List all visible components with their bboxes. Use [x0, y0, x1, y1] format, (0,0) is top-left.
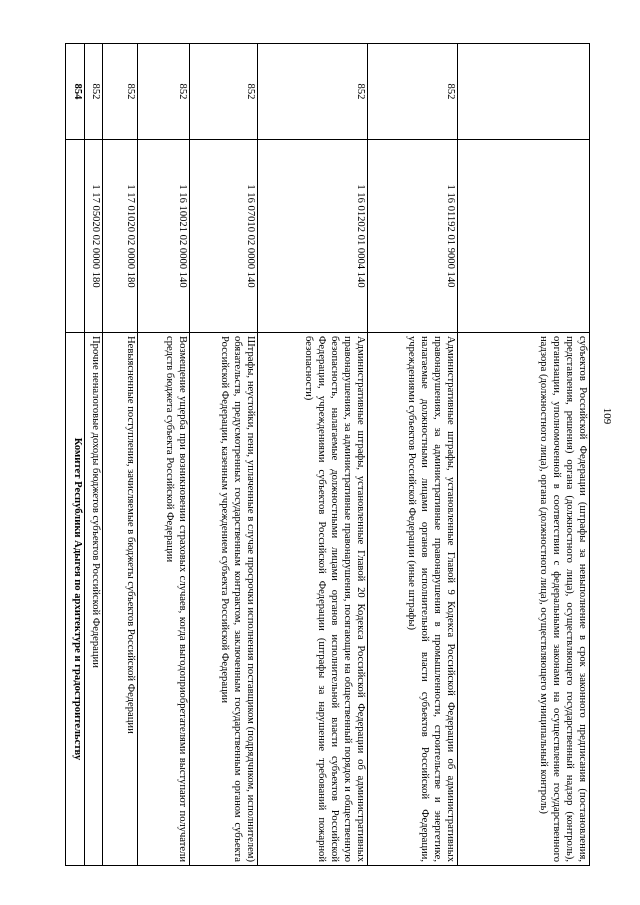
table-row: [190, 44, 258, 866]
description-cell: Возмещение ущерба при возникновении страховых случаев, когда выгодоприобретателями выступают получатели средств бюджета субъекта Российской Федерации: [138, 333, 190, 866]
description-cell: Штрафы, неустойки, пени, уплаченные в случае просрочки исполнения поставщиком (подрядчиком, исполнителем) обязательств, предусмотренных государственным контрактом, заключенным государственным органом субъекта Российской Федерации, казенным учреждением субъекта Российской Федерации: [190, 333, 258, 866]
section-header-row: [66, 44, 85, 866]
table-row: [85, 44, 103, 866]
income-codes-table: [65, 43, 590, 866]
admin-code-cell: 852: [258, 44, 368, 140]
income-code-cell: 1 16 01202 01 0004 140: [258, 140, 368, 333]
description-cell: субъектов Российской Федерации (штрафы за невыполнение в срок законного предписания (постановления, представления, решения) органа (должностного лица), осуществляющего государственный надзор (контроль), организации, уполномоченной в соответствии с федеральными законами на осуществление государственного надзора (должностного лица), органа (должностного лица), осуществляющего муниципальный контроль): [458, 333, 590, 866]
table-row: [138, 44, 190, 866]
table-row: [458, 44, 590, 866]
description-cell: Невыясненные поступления, зачисляемые в бюджеты субъектов Российской Федерации: [103, 333, 138, 866]
income-code-cell: 1 17 01020 02 0000 180: [103, 140, 138, 333]
description-cell: Административные штрафы, установленные Главой 9 Кодекса Российской Федерации об административных правонарушениях, за административные правонарушения в промышленности, строительстве и энергетике, налагаемые должностными лицами органов исполнительной власти субъектов Российской Федерации, учреждениями субъектов Российской Федерации (иные штрафы): [368, 333, 458, 866]
rotated-page-content: [66, 43, 590, 865]
admin-code-cell: 854: [66, 44, 85, 140]
section-title-cell: Комитет Республики Адыгея по архитектуре и градостроительству: [66, 333, 85, 866]
income-code-cell: [66, 140, 85, 333]
description-cell: Прочие неналоговые доходы бюджетов субъектов Российской Федерации: [85, 333, 103, 866]
table-row: [368, 44, 458, 866]
table-row: [103, 44, 138, 866]
page-number: 109: [601, 407, 613, 425]
admin-code-cell: 852: [190, 44, 258, 140]
income-code-cell: 1 16 01192 01 9000 140: [368, 140, 458, 333]
income-code-cell: 1 17 05020 02 0000 180: [85, 140, 103, 333]
description-cell: Административные штрафы, установленные Главой 20 Кодекса Российской Федерации об административных правонарушениях, за административные правонарушения, посягающие на общественный порядок и общественную безопасность, налагаемые должностными лицами органов исполнительной власти субъектов Российской Федерации, учреждениями субъектов Российской Федерации (штрафы за нарушение требований пожарной безопасности): [258, 333, 368, 866]
admin-code-cell: 852: [368, 44, 458, 140]
income-code-cell: 1 16 07010 02 0000 140: [190, 140, 258, 333]
admin-code-cell: 852: [138, 44, 190, 140]
table-row: [258, 44, 368, 866]
admin-code-cell: [458, 44, 590, 140]
income-code-cell: [458, 140, 590, 333]
admin-code-cell: 852: [103, 44, 138, 140]
admin-code-cell: 852: [85, 44, 103, 140]
income-code-cell: 1 16 10021 02 0000 140: [138, 140, 190, 333]
